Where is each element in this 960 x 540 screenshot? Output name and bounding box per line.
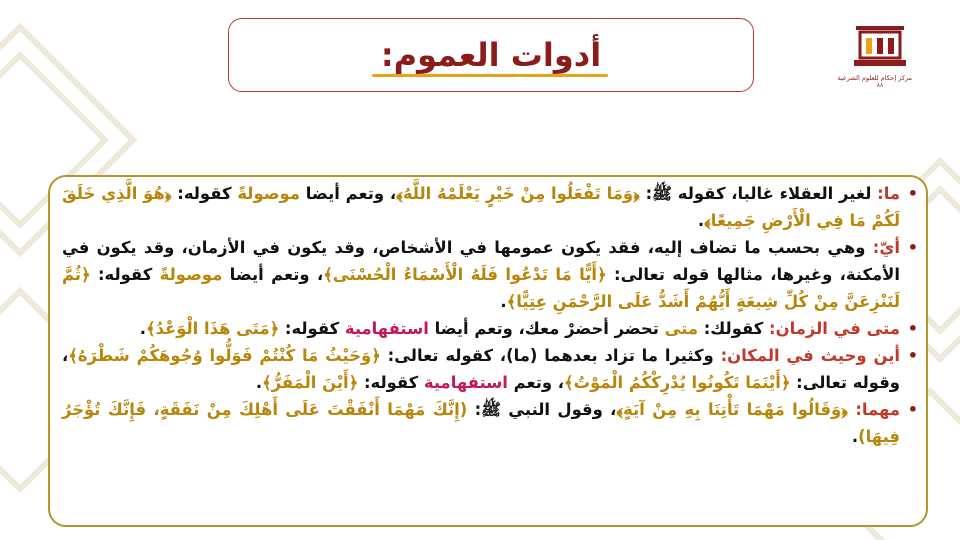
text: كقوله: — [171, 184, 238, 203]
title-underline — [372, 74, 608, 77]
logo-mark-icon — [848, 22, 912, 70]
text: وهي بحسب ما تضاف إليه، فقد يكون عمومها في الأشخاص، وقد يكون في الأزمان، وقد يكون في الأمكنة، وغيرها، مثالها قوله تعالى: — [62, 238, 901, 284]
text: . — [139, 319, 146, 338]
text: كقوله: — [358, 373, 424, 392]
logo-subtitle: مركز إحكام للعلوم الشرعية — [837, 74, 912, 82]
quran-quote: ﴿وَمَا تَفْعَلُوا مِنْ خَيْرٍ يَعْلَمْهُ اللَّهُ﴾ — [396, 184, 640, 203]
quran-quote: ﴿وَحَيْثُ مَا كُنْتُمْ فَوَلُّوا وُجُوهَكُمْ شَطْرَهُ﴾ — [68, 346, 381, 365]
quran-quote: ﴿هُوَ الَّذِي خَلَقَ لَكُمْ مَا فِي الْأَرْضِ جَمِيعًا﴾ — [62, 184, 900, 230]
list-item-mahma — [62, 396, 920, 450]
keyword: استفهامية — [344, 319, 429, 338]
list-item-ayna — [62, 342, 920, 396]
term: أين وحيث في المكان: — [720, 346, 900, 365]
content-list — [62, 180, 920, 450]
text: . — [851, 427, 859, 446]
list-item-mata — [62, 315, 920, 342]
text: ، وتعم أيضا — [299, 184, 397, 203]
bullet-icon: • — [907, 400, 918, 419]
quran-quote: ﴿أَيْنَمَا تَكُونُوا يُدْرِكْكُمُ الْمَوْتُ﴾ — [564, 373, 791, 392]
keyword: موصولةً — [237, 184, 300, 203]
term: متى في الزمان: — [769, 319, 900, 338]
bullet-icon: • — [907, 319, 918, 338]
keyword: متى — [664, 319, 699, 338]
term: ما: — [877, 184, 901, 203]
quran-quote: ﴿أَيْنَ الْمَفَرُّ﴾ — [262, 373, 359, 392]
text: لغير العقلاء غالبا، كقوله ﷺ: — [639, 184, 878, 203]
text: ، وقوله تعالى: — [62, 346, 900, 392]
list-item-ayy — [62, 234, 920, 315]
text: ، وتعم أيضا — [222, 265, 324, 284]
page-title: أدوات العموم: — [380, 36, 602, 74]
text: وكثيرا ما تزاد بعدهما (ما)، كقوله تعالى: — [380, 346, 721, 365]
term: مهما: — [855, 400, 900, 419]
text: كقولك: — [698, 319, 770, 338]
term: أيّ: — [872, 238, 900, 257]
quran-quote: ﴿ثُمَّ لَنَنْزِعَنَّ مِنْ كُلِّ شِيعَةٍ أَيُّهُمْ أَشَدُّ عَلَى الرَّحْمَنِ عِتِيًّا﴾ — [62, 265, 900, 311]
text: ، وتعم — [507, 373, 564, 392]
hadith-quote: (إِنَّكَ مَهْمَا أَنْفَقْتَ عَلَى أَهْلِكَ مِنْ نَفَقَةٍ، فَإِنَّكَ تُؤْجَرُ فِيهَا) — [62, 400, 900, 446]
bullet-icon: • — [907, 184, 918, 203]
list-item-ma — [62, 180, 920, 234]
keyword: استفهامية — [423, 373, 508, 392]
title-box — [228, 18, 754, 92]
text: كقوله: — [279, 319, 345, 338]
quran-quote: ﴿أَيًّا مَا تَدْعُوا فَلَهُ الْأَسْمَاءُ الْحُسْنَى﴾ — [323, 265, 607, 284]
quran-quote: ﴿مَتَى هَذَا الْوَعْدُ﴾ — [145, 319, 280, 338]
text: تحضر أحضرْ معك، وتعم أيضا — [428, 319, 665, 338]
text: . — [500, 292, 507, 311]
keyword: موصولةً — [159, 265, 223, 284]
text: . — [255, 373, 263, 392]
bullet-icon: • — [907, 346, 918, 365]
text: ، وقول النبي ﷺ: — [467, 400, 617, 419]
brand-logo — [837, 22, 912, 96]
text: كقوله: — [90, 265, 160, 284]
bullet-icon: • — [907, 238, 918, 257]
logo-number: ٨٨ — [876, 82, 884, 89]
text: . — [697, 211, 705, 230]
quran-quote: ﴿وَقَالُوا مَهْمَا تَأْتِنَا بِهِ مِنْ آيَةٍ﴾ — [616, 400, 848, 419]
